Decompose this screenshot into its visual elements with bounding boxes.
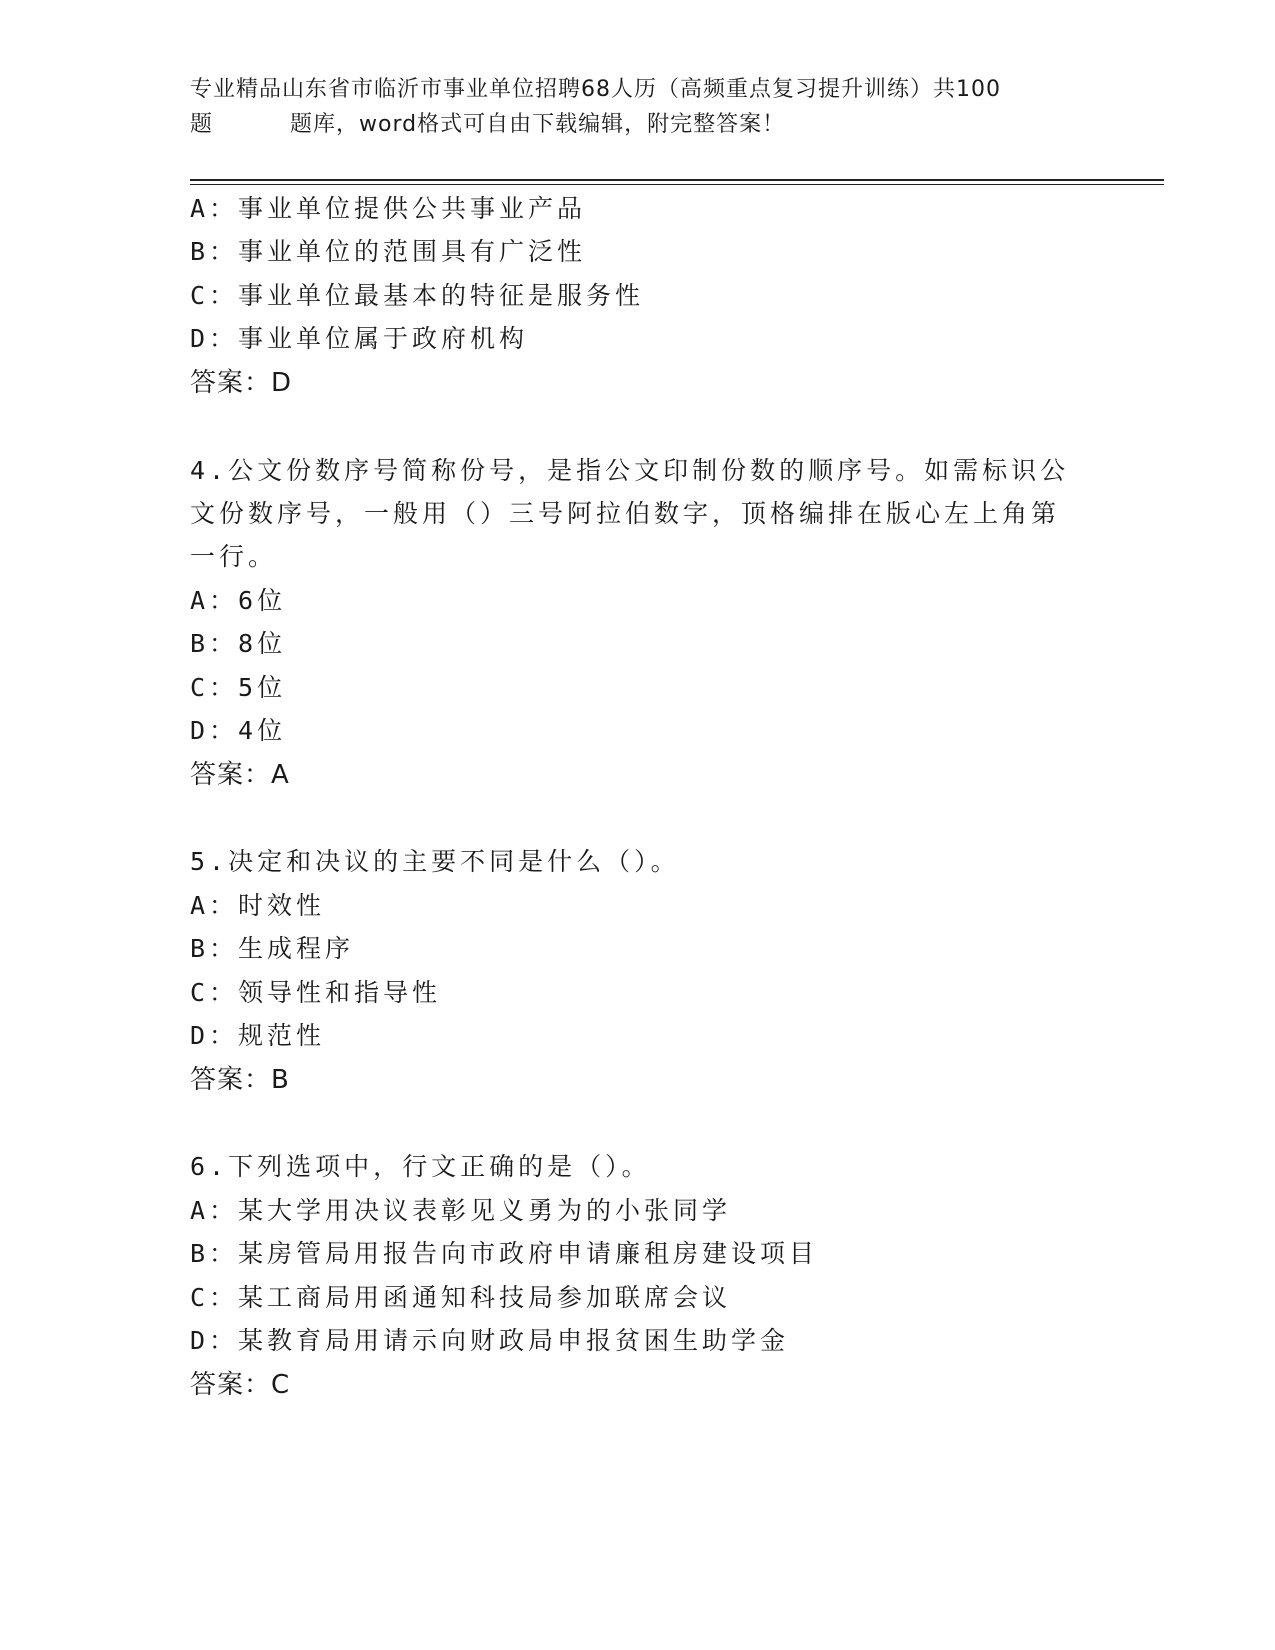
header-divider-thin xyxy=(190,184,1164,185)
q3-option-c: C：事业单位最基本的特征是服务性 xyxy=(190,281,645,310)
document-header xyxy=(190,72,1090,142)
header-line-2-text: 题库，word格式可自由下载编辑，附完整答案！ xyxy=(290,112,786,137)
q6-option-c: C：某工商局用函通知科技局参加联席会议 xyxy=(190,1283,732,1312)
q5-option-d: D：规范性 xyxy=(190,1021,326,1050)
q6-option-b: B：某房管局用报告向市政府申请廉租房建设项目 xyxy=(190,1239,819,1268)
q4-option-a: A：6位 xyxy=(190,586,287,615)
q5-option-c: C：领导性和指导性 xyxy=(190,978,442,1007)
q4-option-b: B：8位 xyxy=(190,629,287,658)
q4-option-c: C：5位 xyxy=(190,673,287,702)
q4-option-d: D：4位 xyxy=(190,716,287,745)
header-line-2-lead: 题 xyxy=(190,112,214,137)
q5-stem-line-1: 5.决定和决议的主要不同是什么（）。 xyxy=(190,847,680,876)
header-line-2 xyxy=(190,107,1090,142)
q3-option-d: D：事业单位属于政府机构 xyxy=(190,324,529,353)
q6-stem-line-1: 6.下列选项中，行文正确的是（）。 xyxy=(190,1152,651,1181)
q4-stem-line-2: 文份数序号，一般用（）三号阿拉伯数字，顶格编排在版心左上角第 xyxy=(190,499,1061,528)
header-line-1: 专业精品山东省市临沂市事业单位招聘68人历（高频重点复习提升训练）共100 xyxy=(190,77,1001,102)
q5-option-b: B：生成程序 xyxy=(190,934,355,963)
q4-stem-line-1: 4.公文份数序号简称份号，是指公文印制份数的顺序号。如需标识公 xyxy=(190,456,1070,485)
q3-answer: 答案：D xyxy=(190,368,293,398)
q4-stem-line-3: 一行。 xyxy=(190,542,278,571)
header-divider-thick xyxy=(190,179,1164,181)
q6-option-d: D：某教育局用请示向财政局申报贫困生助学金 xyxy=(190,1326,790,1355)
q5-answer: 答案：B xyxy=(190,1065,290,1095)
q5-option-a: A：时效性 xyxy=(190,891,326,920)
q4-answer: 答案：A xyxy=(190,760,290,790)
q6-option-a: A：某大学用决议表彰见义勇为的小张同学 xyxy=(190,1196,732,1225)
q6-answer: 答案：C xyxy=(190,1370,291,1400)
q3-option-a: A：事业单位提供公共事业产品 xyxy=(190,194,587,223)
q3-option-b: B：事业单位的范围具有广泛性 xyxy=(190,237,587,266)
